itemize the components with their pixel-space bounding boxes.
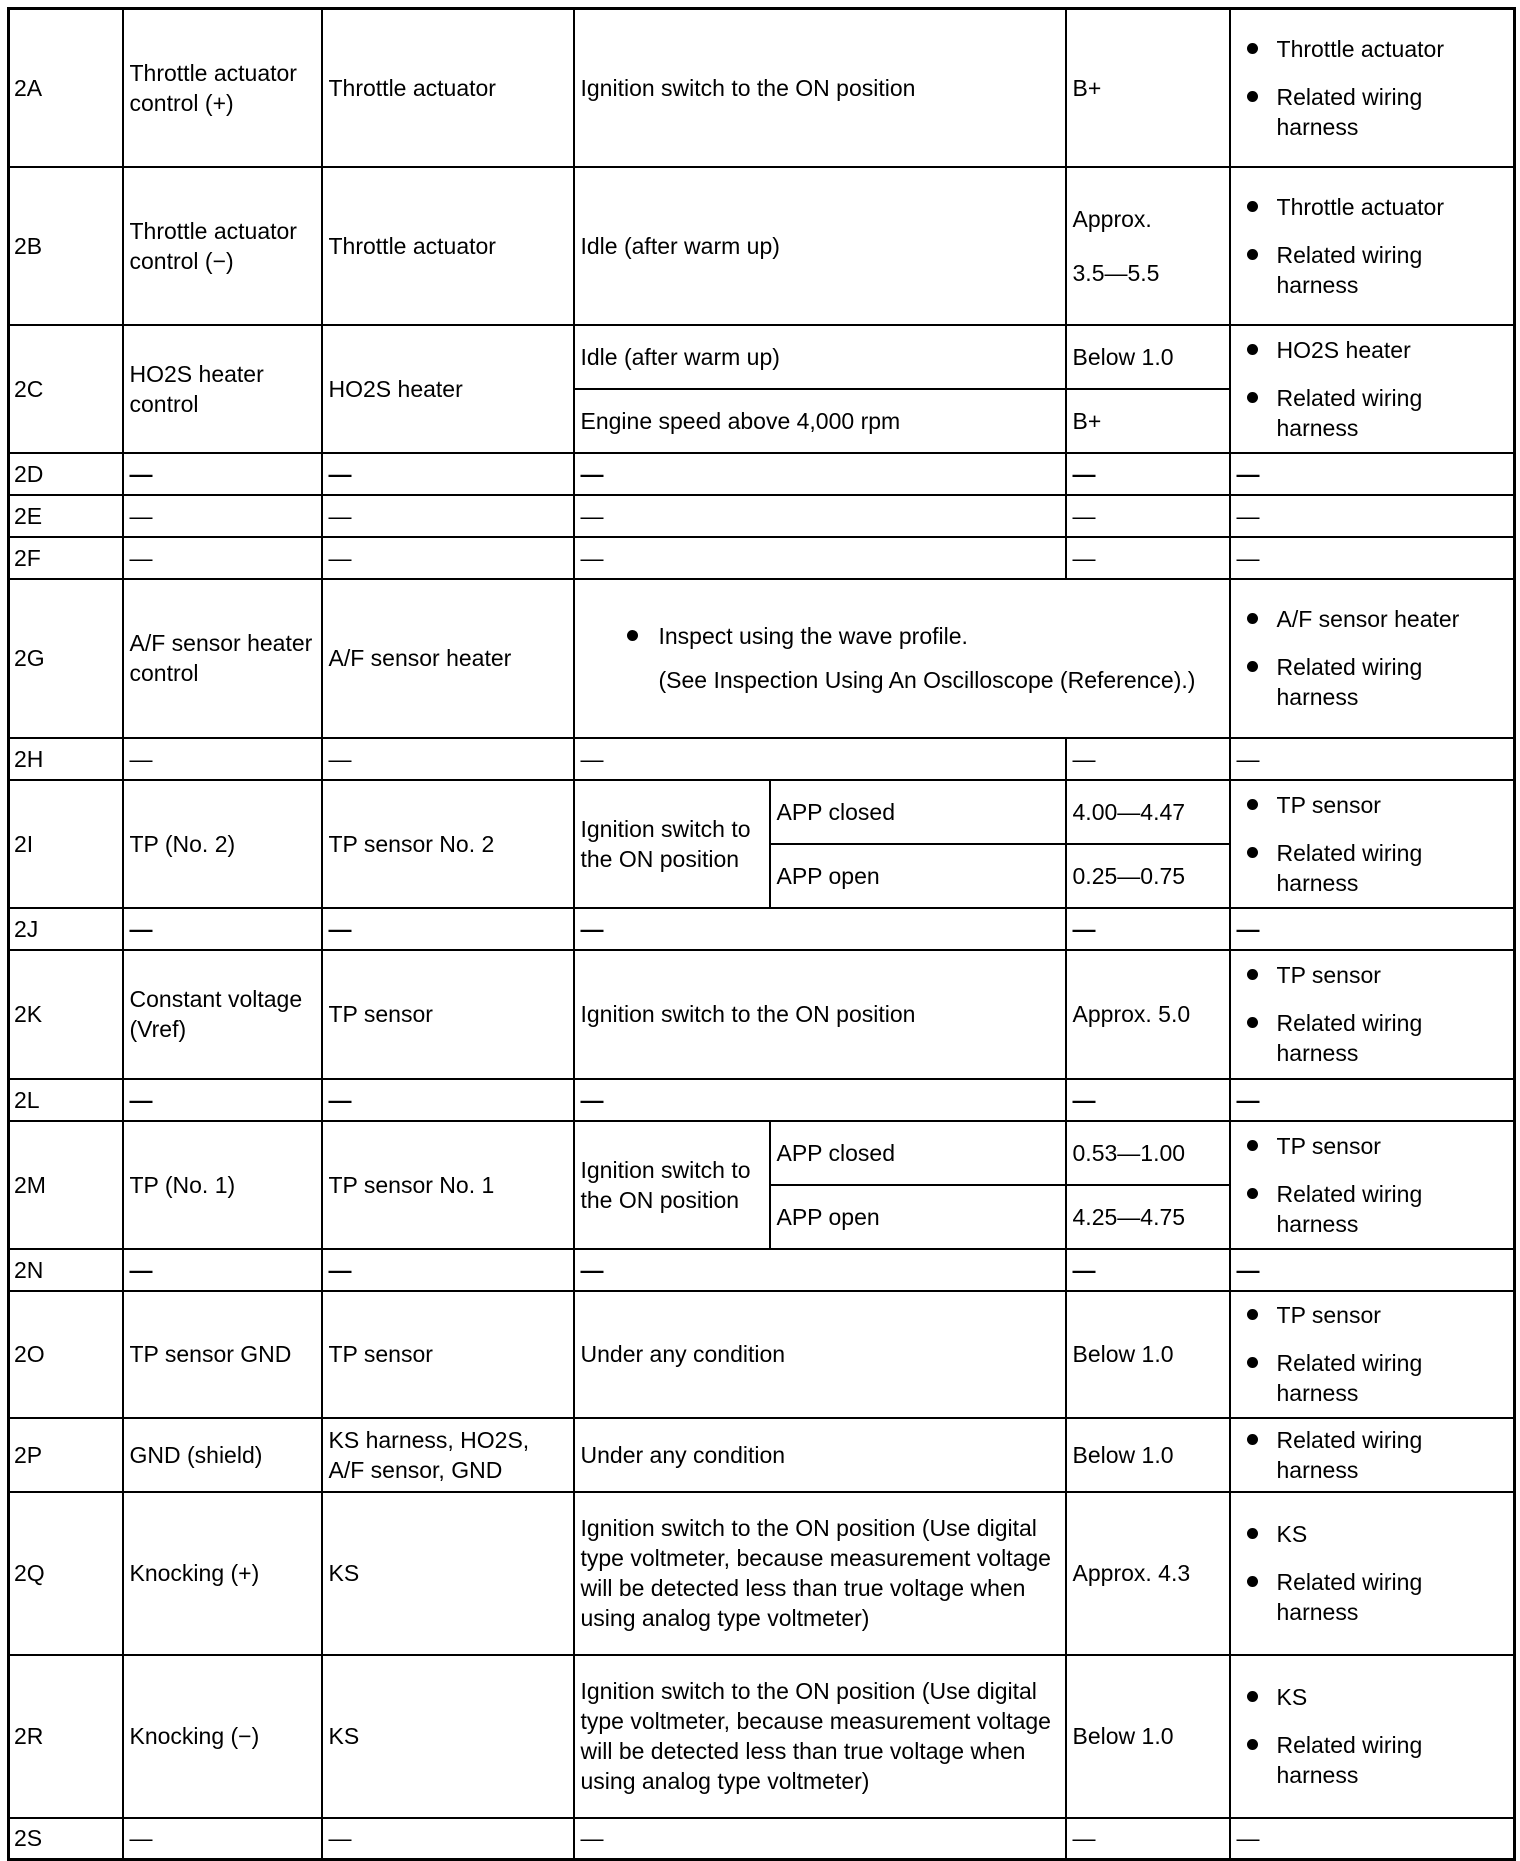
table-row (9, 1492, 1515, 1655)
inspection-cell (1230, 1655, 1515, 1818)
inspection-item: Throttle actuator (1237, 34, 1508, 64)
table-row (9, 950, 1515, 1079)
table-row (9, 167, 1515, 325)
terminal-cell: 2N (9, 1249, 123, 1291)
empty-cell: — (322, 1079, 574, 1121)
signal-cell: Knocking (−) (123, 1655, 322, 1818)
connected-to-cell: TP sensor No. 1 (322, 1121, 574, 1249)
condition-cell: Ignition switch to the ON position (574, 780, 770, 908)
voltage-cell: 0.53—1.00 (1066, 1121, 1230, 1185)
voltage-cell: Below 1.0 (1066, 1291, 1230, 1418)
terminal-cell: 2E (9, 495, 123, 537)
inspection-item: Related wiring harness (1237, 838, 1508, 898)
empty-cell: — (574, 1818, 1066, 1860)
connected-to-cell: KS (322, 1655, 574, 1818)
inspection-item: TP sensor (1237, 960, 1508, 990)
terminal-cell: 2K (9, 950, 123, 1079)
inspection-item: Related wiring harness (1237, 240, 1508, 300)
empty-cell: — (1066, 495, 1230, 537)
inspection-cell (1230, 1418, 1515, 1492)
terminal-cell: 2Q (9, 1492, 123, 1655)
empty-cell: — (1230, 453, 1515, 495)
connected-to-cell: Throttle actuator (322, 9, 574, 167)
terminal-cell: 2S (9, 1818, 123, 1860)
condition-note: (See Inspection Using An Oscilloscope (Reference).) (658, 667, 1196, 693)
condition-cell: Ignition switch to the ON position (574, 9, 1066, 167)
condition-cell: Ignition switch to the ON position (Use digital type voltmeter, because measurement voltage will be detected less than true voltage when using analog type voltmeter) (574, 1655, 1066, 1818)
signal-cell: A/F sensor heater control (123, 579, 322, 738)
table-row (9, 325, 1515, 389)
voltage-line: Approx. (1072, 205, 1152, 232)
inspection-cell (1230, 167, 1515, 325)
inspection-item: Throttle actuator (1237, 192, 1508, 222)
terminal-cell: 2M (9, 1121, 123, 1249)
empty-cell: — (123, 1818, 322, 1860)
signal-cell: HO2S heater control (123, 325, 322, 453)
empty-cell: — (574, 495, 1066, 537)
table-row (9, 537, 1515, 579)
empty-cell: — (574, 453, 1066, 495)
table-row (9, 1291, 1515, 1418)
empty-cell: — (574, 537, 1066, 579)
empty-cell: — (123, 1249, 322, 1291)
voltage-cell: B+ (1066, 389, 1230, 453)
inspection-item: Related wiring harness (1237, 82, 1508, 142)
signal-cell: Throttle actuator control (+) (123, 9, 322, 167)
voltage-cell: 4.25—4.75 (1066, 1185, 1230, 1249)
empty-cell: — (1066, 738, 1230, 780)
condition-cell: Idle (after warm up) (574, 167, 1066, 325)
connected-to-cell: TP sensor (322, 950, 574, 1079)
condition-cell: Ignition switch to the ON position (574, 950, 1066, 1079)
sub-condition-cell: APP open (770, 1185, 1066, 1249)
empty-cell: — (322, 738, 574, 780)
terminal-cell: 2H (9, 738, 123, 780)
empty-cell: — (1230, 1249, 1515, 1291)
empty-cell: — (123, 495, 322, 537)
connected-to-cell: A/F sensor heater (322, 579, 574, 738)
inspection-cell (1230, 780, 1515, 908)
terminal-cell: 2F (9, 537, 123, 579)
table-row (9, 1249, 1515, 1291)
voltage-cell: 0.25—0.75 (1066, 844, 1230, 908)
condition-cell: Under any condition (574, 1418, 1066, 1492)
inspection-cell (1230, 579, 1515, 738)
table-row (9, 738, 1515, 780)
table-row (9, 908, 1515, 950)
inspection-item: Related wiring harness (1237, 1179, 1508, 1239)
sub-condition-cell: APP closed (770, 1121, 1066, 1185)
empty-cell: — (322, 495, 574, 537)
connected-to-cell: Throttle actuator (322, 167, 574, 325)
empty-cell: — (123, 537, 322, 579)
terminal-cell: 2O (9, 1291, 123, 1418)
inspection-item: KS (1237, 1519, 1508, 1549)
empty-cell: — (574, 1079, 1066, 1121)
connected-to-cell: KS harness, HO2S, A/F sensor, GND (322, 1418, 574, 1492)
empty-cell: — (322, 1818, 574, 1860)
connected-to-cell: HO2S heater (322, 325, 574, 453)
terminal-cell: 2L (9, 1079, 123, 1121)
condition-cell: Under any condition (574, 1291, 1066, 1418)
sub-condition-cell: APP open (770, 844, 1066, 908)
table-row (9, 1121, 1515, 1185)
empty-cell: — (1230, 1079, 1515, 1121)
voltage-cell: Below 1.0 (1066, 325, 1230, 389)
inspection-cell (1230, 1291, 1515, 1418)
inspection-cell (1230, 9, 1515, 167)
terminal-cell: 2D (9, 453, 123, 495)
empty-cell: — (322, 1249, 574, 1291)
inspection-item: Related wiring harness (1237, 383, 1508, 443)
inspection-item: Related wiring harness (1237, 1425, 1508, 1485)
voltage-cell: Approx. 5.0 (1066, 950, 1230, 1079)
empty-cell: — (1230, 908, 1515, 950)
terminal-cell: 2G (9, 579, 123, 738)
terminal-cell: 2C (9, 325, 123, 453)
voltage-cell: B+ (1066, 9, 1230, 167)
empty-cell: — (1230, 537, 1515, 579)
signal-cell: Constant voltage (Vref) (123, 950, 322, 1079)
terminal-cell: 2R (9, 1655, 123, 1818)
table-row (9, 579, 1515, 738)
voltage-cell: Below 1.0 (1066, 1655, 1230, 1818)
table-row (9, 1079, 1515, 1121)
connected-to-cell: TP sensor (322, 1291, 574, 1418)
empty-cell: — (322, 908, 574, 950)
signal-cell: Throttle actuator control (−) (123, 167, 322, 325)
table-row (9, 1818, 1515, 1860)
empty-cell: — (1066, 453, 1230, 495)
empty-cell: — (123, 1079, 322, 1121)
empty-cell: — (1230, 1818, 1515, 1860)
condition-cell (574, 579, 1230, 738)
empty-cell: — (574, 738, 1066, 780)
inspection-item: Related wiring harness (1237, 652, 1508, 712)
signal-cell: TP (No. 2) (123, 780, 322, 908)
inspection-item: Related wiring harness (1237, 1348, 1508, 1408)
voltage-cell (1066, 167, 1230, 325)
terminal-cell: 2A (9, 9, 123, 167)
table-row (9, 1655, 1515, 1818)
empty-cell: — (123, 908, 322, 950)
inspection-item: Related wiring harness (1237, 1567, 1508, 1627)
empty-cell: — (1066, 1079, 1230, 1121)
inspection-item: Related wiring harness (1237, 1730, 1508, 1790)
voltage-cell: Approx. 4.3 (1066, 1492, 1230, 1655)
empty-cell: — (123, 738, 322, 780)
empty-cell: — (123, 453, 322, 495)
inspection-cell (1230, 950, 1515, 1079)
inspection-item: TP sensor (1237, 790, 1508, 820)
terminal-cell: 2P (9, 1418, 123, 1492)
empty-cell: — (1066, 1818, 1230, 1860)
terminal-cell: 2B (9, 167, 123, 325)
table-row (9, 780, 1515, 844)
inspection-item: A/F sensor heater (1237, 604, 1508, 634)
inspection-item: KS (1237, 1682, 1508, 1712)
condition-cell: Ignition switch to the ON position (574, 1121, 770, 1249)
inspection-cell (1230, 1121, 1515, 1249)
empty-cell: — (322, 453, 574, 495)
terminal-cell: 2I (9, 780, 123, 908)
empty-cell: — (574, 1249, 1066, 1291)
inspection-item: TP sensor (1237, 1300, 1508, 1330)
table-row (9, 9, 1515, 167)
terminal-cell: 2J (9, 908, 123, 950)
empty-cell: — (322, 537, 574, 579)
inspection-item: Related wiring harness (1237, 1008, 1508, 1068)
voltage-line: 3.5—5.5 (1072, 259, 1160, 286)
table-row (9, 495, 1515, 537)
terminal-voltage-table (7, 7, 1516, 1861)
inspection-item: HO2S heater (1237, 335, 1508, 365)
empty-cell: — (1230, 738, 1515, 780)
table-row (9, 453, 1515, 495)
signal-cell: Knocking (+) (123, 1492, 322, 1655)
empty-cell: — (1066, 537, 1230, 579)
inspection-cell (1230, 1492, 1515, 1655)
signal-cell: GND (shield) (123, 1418, 322, 1492)
empty-cell: — (1066, 908, 1230, 950)
sub-condition-cell: APP closed (770, 780, 1066, 844)
signal-cell: TP (No. 1) (123, 1121, 322, 1249)
empty-cell: — (1230, 495, 1515, 537)
connected-to-cell: KS (322, 1492, 574, 1655)
condition-cell: Engine speed above 4,000 rpm (574, 389, 1066, 453)
condition-bullet: Inspect using the wave profile. (581, 621, 1223, 651)
signal-cell: TP sensor GND (123, 1291, 322, 1418)
voltage-cell: 4.00—4.47 (1066, 780, 1230, 844)
connected-to-cell: TP sensor No. 2 (322, 780, 574, 908)
voltage-cell: Below 1.0 (1066, 1418, 1230, 1492)
inspection-item: TP sensor (1237, 1131, 1508, 1161)
table-row (9, 1418, 1515, 1492)
condition-cell: Idle (after warm up) (574, 325, 1066, 389)
inspection-cell (1230, 325, 1515, 453)
empty-cell: — (1066, 1249, 1230, 1291)
condition-cell: Ignition switch to the ON position (Use digital type voltmeter, because measurement voltage will be detected less than true voltage when using analog type voltmeter) (574, 1492, 1066, 1655)
empty-cell: — (574, 908, 1066, 950)
